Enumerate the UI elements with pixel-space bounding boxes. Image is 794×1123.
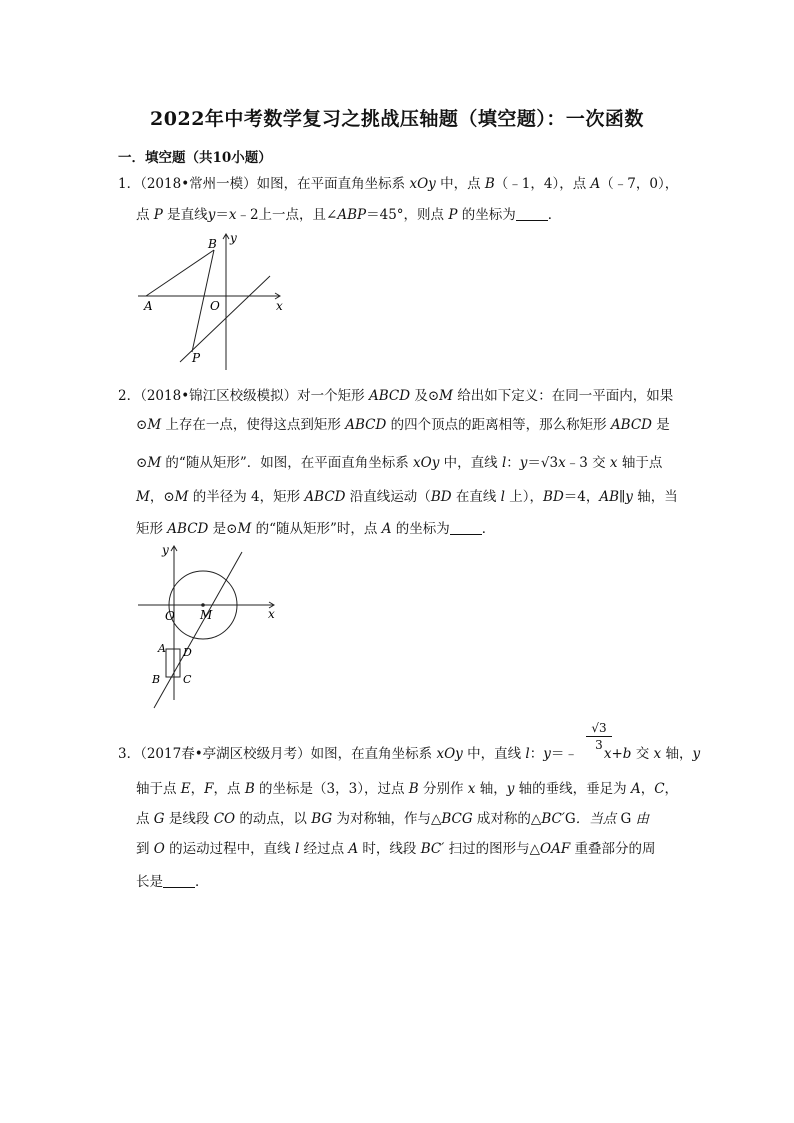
section-header: 一．填空题（共10小题） [118,150,272,166]
answer-blank[interactable] [163,873,195,888]
line-y-x-minus-2 [180,276,270,362]
label-a: A [158,642,166,655]
document-title: 2022年中考数学复习之挑战压轴题（填空题）：一次函数 [150,108,644,130]
label-x: x [276,299,283,313]
answer-blank[interactable] [516,206,548,221]
label-x: x [268,607,275,621]
label-d: D [183,646,192,659]
label-a: A [144,299,153,313]
label-p: P [192,351,201,365]
problem-number: 1． [118,176,141,192]
rectangle-abcd [166,649,180,677]
problem-3-line-1: 3．（2017春•亭湖区校级月考）如图，在直角坐标系 xOy 中，直线 l：y＝﹣ x+b 交 x 轴，y [118,746,701,762]
label-o: O [210,299,220,313]
problem-number: 3． [118,746,141,762]
label-o: O [165,609,175,623]
problem-2-line-4: M，⊙M 的半径为 4，矩形 ABCD 沿直线运动（BD 在直线 l 上），BD＝4，AB∥y 轴，当 [136,489,678,505]
problem-2-line-1: 2．（2018•锦江区校级模拟）对一个矩形 ABCD 及⊙M 给出如下定义：在同一平面内，如果 [118,388,674,404]
problem-3-line-2: 轴于点 E，F，点 B 的坐标是（3，3），过点 B 分别作 x 轴，y 轴的垂线，垂足为 A，C， [136,781,679,797]
label-m: M [200,608,213,622]
problem-number: 2． [118,388,141,404]
problem-3-line-4: 到 O 的运动过程中，直线 l 经过点 A 时，线段 BC′ 扫过的图形与△OAF 重叠部分的周 [136,841,656,857]
problem-1-line-1: 1．（2018•常州一模）如图，在平面直角坐标系 xOy 中，点 B（﹣1，4），点 A（﹣7，0）， [118,176,679,192]
label-b: B [208,237,217,251]
fraction-sqrt3-over-3: $\frac{√3}{3}$ [586,720,612,753]
line-l [154,552,242,708]
answer-blank[interactable] [450,520,482,535]
problem-2-line-5: 矩形 ABCD 是⊙M 的“随从矩形”时，点 A 的坐标为 ． [136,521,496,537]
label-y: y [162,543,169,557]
problem-3-line-3: 点 G 是线段 CO 的动点，以 BG 为对称轴，作与△BCG 成对称的△BC′G．当点 G 由 [136,811,650,827]
label-y: y [230,231,237,245]
label-b: B [152,673,161,686]
segment-ab [146,250,214,296]
problem-2-line-2: ⊙M 上存在一点，使得这点到矩形 ABCD 的四个顶点的距离相等，那么称矩形 ABCD 是 [136,417,670,433]
problem-2-figure [132,540,282,715]
problem-1-line-2: 点 P 是直线y＝x﹣2上一点，且∠ABP＝45°，则点 P 的坐标为 ． [136,207,562,223]
problem-1-figure [130,228,290,373]
problem-2-line-3: ⊙M 的“随从矩形”．如图，在平面直角坐标系 xOy 中，直线 l：y＝√3x﹣3 交 x 轴于点 [136,455,663,471]
label-c: C [183,673,192,686]
problem-3-line-5: 长是 ． [136,874,209,890]
